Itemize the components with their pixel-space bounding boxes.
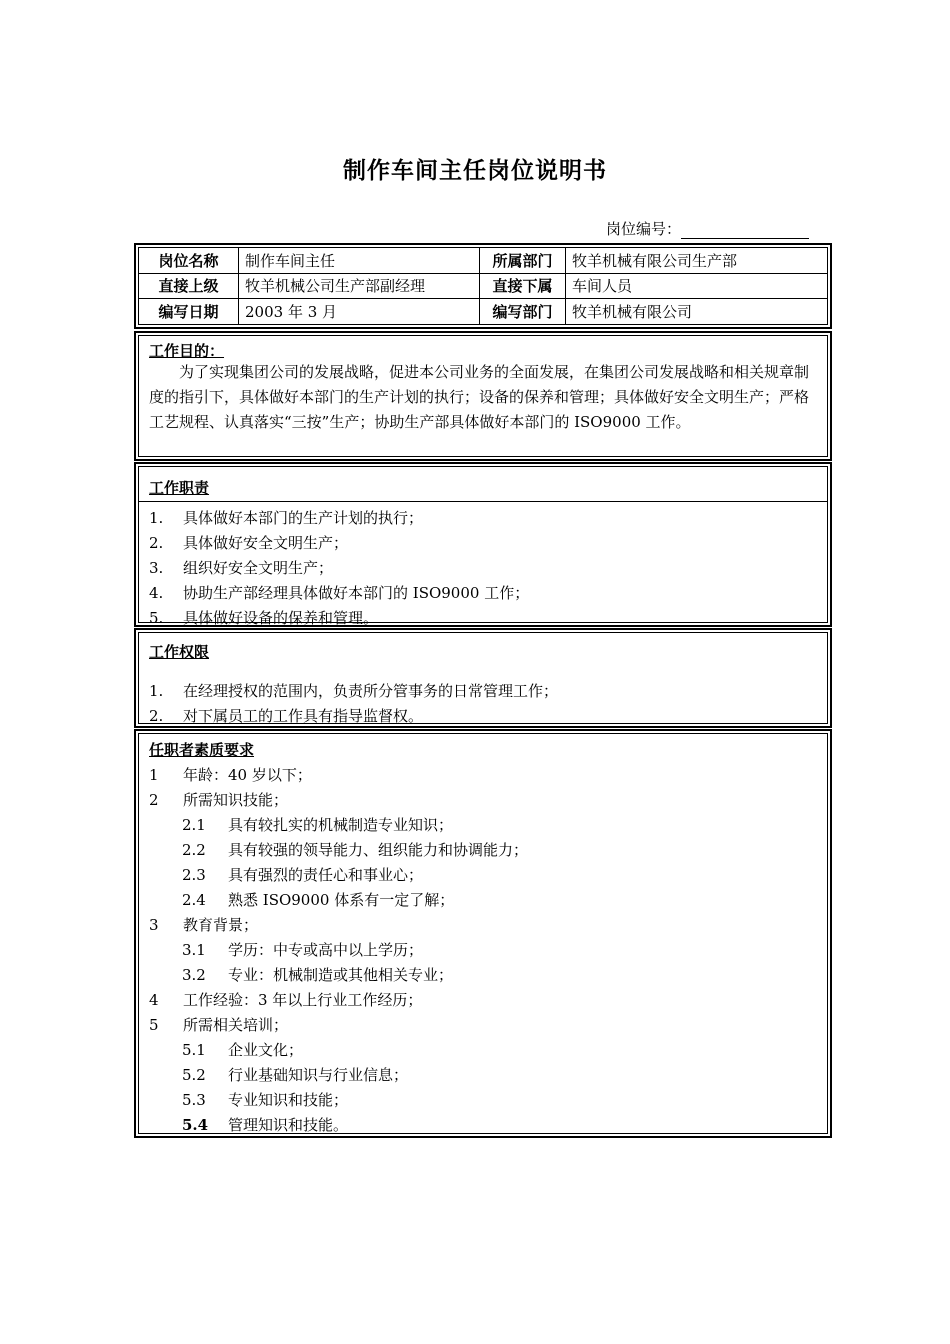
table-row (139, 273, 828, 299)
page-title: 制作车间主任岗位说明书 (343, 158, 607, 184)
duty-item: 1. 具体做好本部门的生产计划的执行； (149, 509, 424, 527)
label-department: 所属部门 (480, 248, 566, 274)
requirement-subitem: 2.4 熟悉 ISO9000 体系有一定了解； (182, 891, 455, 909)
authority-heading: 工作权限 (149, 643, 210, 661)
post-number-label: 岗位编号： (606, 220, 682, 238)
value-date: 2003 年 3 月 (239, 299, 480, 325)
duties-section (134, 462, 832, 627)
label-date: 编写日期 (139, 299, 239, 325)
requirement-subitem: 5.4 管理知识和技能。 (182, 1116, 349, 1134)
requirement-subitem: 3.1 学历：中专或高中以上学历； (182, 941, 424, 959)
purpose-text: 为了实现集团公司的发展战略，促进本公司业务的全面发展，在集团公司发展战略和相关规章制度的指引下，具体做好本部门的生产计划的执行；设备的保养和管理；具体做好安全文明生产；严格工艺规程、认真落实“三按”生产；协助生产部具体做好本部门的 ISO9000 工作。 (149, 363, 810, 431)
requirement-item: 5 所需相关培训； (149, 1016, 289, 1034)
authority-item: 1. 在经理授权的范围内，负责所分管事务的日常管理工作； (149, 682, 559, 700)
authority-section (134, 628, 832, 728)
requirement-subitem: 5.2 行业基础知识与行业信息； (182, 1066, 409, 1084)
value-department: 牧羊机械有限公司生产部 (566, 248, 828, 274)
requirement-subitem: 2.2 具有较强的领导能力、组织能力和协调能力； (182, 841, 529, 859)
table-row (139, 248, 828, 274)
value-writer-dept: 牧羊机械有限公司 (566, 299, 828, 325)
table-row (139, 299, 828, 325)
label-writer-dept: 编写部门 (480, 299, 566, 325)
value-superior: 牧羊机械公司生产部副经理 (239, 273, 480, 299)
value-subordinate: 车间人员 (566, 273, 828, 299)
value-post-name: 制作车间主任 (239, 248, 480, 274)
label-superior: 直接上级 (139, 273, 239, 299)
requirement-subitem: 5.3 专业知识和技能； (182, 1091, 349, 1109)
post-number (606, 218, 809, 239)
requirement-subitem: 3.2 专业：机械制造或其他相关专业； (182, 966, 454, 984)
requirement-item: 3 教育背景； (149, 916, 259, 934)
requirement-subitem: 5.1 企业文化； (182, 1041, 304, 1059)
duty-item: 2. 具体做好安全文明生产； (149, 534, 349, 552)
requirement-item: 4 工作经验：3 年以上行业工作经历； (149, 991, 423, 1009)
requirements-heading: 任职者素质要求 (149, 741, 255, 759)
purpose-heading: 工作目的： (149, 342, 225, 360)
label-subordinate: 直接下属 (480, 273, 566, 299)
requirement-item: 2 所需知识技能； (149, 791, 289, 809)
divider (139, 501, 827, 502)
duty-item: 4. 协助生产部经理具体做好本部门的 ISO9000 工作； (149, 584, 530, 602)
duty-item: 3. 组织好安全文明生产； (149, 559, 334, 577)
purpose-section (134, 331, 832, 461)
requirement-subitem: 2.1 具有较扎实的机械制造专业知识； (182, 816, 454, 834)
info-table (138, 247, 828, 325)
requirement-item: 1 年龄：40 岁以下； (149, 766, 312, 784)
label-post-name: 岗位名称 (139, 248, 239, 274)
duties-heading: 工作职责 (149, 479, 210, 497)
info-table-frame (134, 243, 832, 329)
requirements-section (134, 729, 832, 1138)
post-number-blank (681, 224, 809, 239)
requirement-subitem: 2.3 具有强烈的责任心和事业心； (182, 866, 424, 884)
authority-item: 2. 对下属员工的工作具有指导监督权。 (149, 707, 424, 725)
duty-item: 5. 具体做好设备的保养和管理。 (149, 609, 379, 627)
